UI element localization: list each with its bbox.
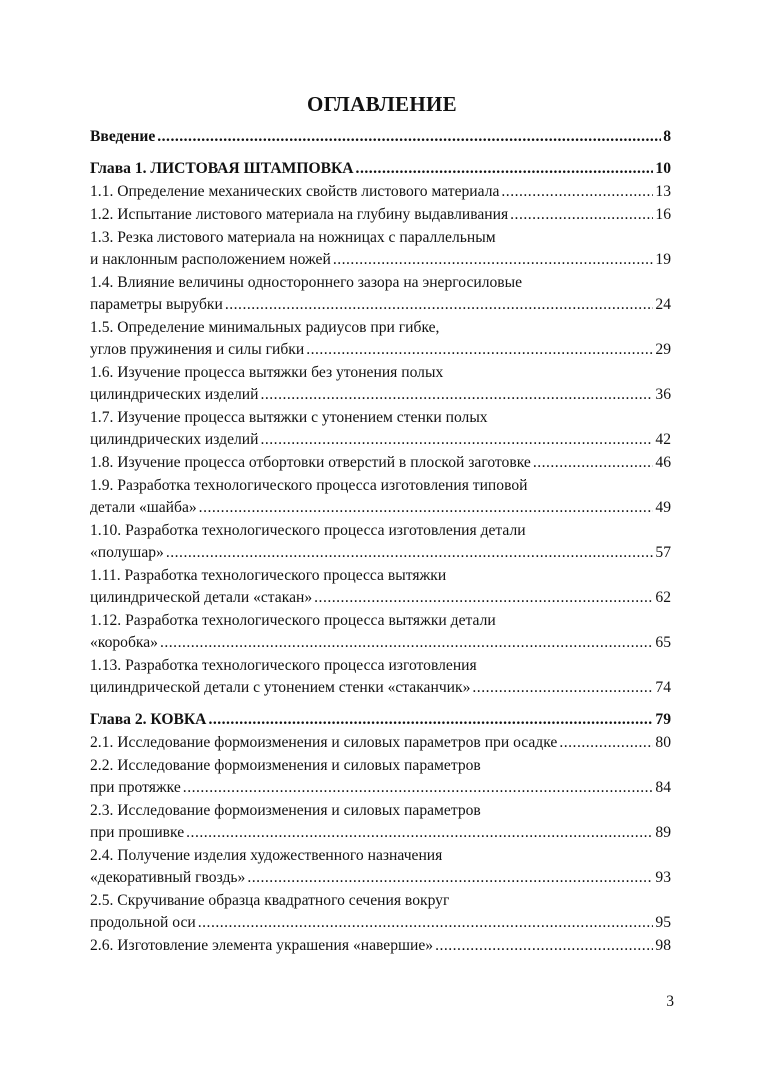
toc-entry-row: [90, 452, 671, 474]
toc-entry-title-line: детали «шайба»: [90, 499, 197, 516]
toc-section-entry: [90, 610, 671, 654]
dot-leader: [186, 822, 653, 844]
toc-entry-row: [90, 632, 671, 654]
toc-entry-title-line: «полушар»: [90, 544, 164, 561]
toc-section-entry: [90, 204, 671, 226]
toc-entry-row: [90, 497, 671, 519]
dot-leader: [510, 204, 653, 226]
toc-entry-title-line: 2.5. Скручивание образца квадратного сечения вокруг: [90, 892, 450, 909]
toc-entry-title-line: углов пружинения и силы гибки: [90, 341, 305, 358]
toc-page-number: 49: [655, 499, 671, 516]
toc-chapter-entry: [90, 158, 671, 180]
toc-chapter-entry: [90, 709, 671, 731]
dot-leader: [247, 867, 653, 889]
toc-entry-row: [90, 912, 671, 934]
toc-entry-title-line: 1.1. Определение механических свойств листового материала: [90, 183, 500, 200]
toc-entry-row: [90, 709, 671, 731]
toc-entry-row: [90, 542, 671, 564]
dot-leader: [160, 632, 653, 654]
toc-section-entry: [90, 845, 671, 889]
toc-section-entry: [90, 407, 671, 451]
toc-entry-title-line: продольной оси: [90, 914, 196, 931]
toc-entry-row: [90, 126, 671, 148]
dot-leader: [356, 158, 654, 180]
toc-entry-row: [90, 429, 671, 451]
page-number: 3: [666, 993, 674, 1010]
toc-entry-title-line: Введение: [90, 128, 156, 145]
dot-leader: [183, 777, 654, 799]
toc-page-number: 36: [655, 386, 671, 403]
toc-page-number: 79: [655, 711, 671, 728]
toc-entry-title-line: 2.1. Исследование формоизменения и силовых параметров при осадке: [90, 734, 558, 751]
toc-entry-title-line: 2.2. Исследование формоизменения и силовых параметров: [90, 757, 481, 774]
dot-leader: [533, 452, 654, 474]
toc-page-number: 8: [663, 128, 671, 145]
toc-entry-row: [90, 158, 671, 180]
toc-page-number: 46: [655, 454, 671, 471]
dot-leader: [559, 732, 653, 754]
toc-entry-title-line: 1.11. Разработка технологического процесса вытяжки: [90, 567, 447, 584]
toc-section-entry: [90, 452, 671, 474]
toc-section-entry: [90, 317, 671, 361]
toc-entry-row: [90, 935, 671, 957]
toc-section-entry: [90, 755, 671, 799]
dot-leader: [199, 497, 654, 519]
toc-entry-title-line: 1.2. Испытание листового материала на глубину выдавливания: [90, 206, 509, 223]
dot-leader: [472, 677, 653, 699]
toc-entry-row: [90, 732, 671, 754]
toc-page-number: 29: [655, 341, 671, 358]
toc-entry-title-line: «декоративный гвоздь»: [90, 869, 246, 886]
toc-page-number: 89: [655, 824, 671, 841]
toc-page-number: 65: [655, 634, 671, 651]
toc-section-entry: [90, 475, 671, 519]
toc-entry-title-line: 2.4. Получение изделия художественного назначения: [90, 847, 443, 864]
toc-entry-row: [90, 587, 671, 609]
table-of-contents: [90, 126, 671, 957]
toc-entry-title-line: 2.6. Изготовление элемента украшения «навершие»: [90, 937, 434, 954]
toc-page-number: 93: [655, 869, 671, 886]
toc-entry-row: [90, 294, 671, 316]
toc-entry-title-line: цилиндрической детали «стакан»: [90, 589, 313, 606]
toc-entry-row: [90, 384, 671, 406]
toc-section-entry: [90, 800, 671, 844]
dot-leader: [435, 935, 653, 957]
dot-leader: [260, 384, 653, 406]
toc-entry-title-line: 1.12. Разработка технологического процесса вытяжки детали: [90, 612, 496, 629]
toc-page-number: 42: [655, 431, 671, 448]
dot-leader: [501, 181, 653, 203]
dot-leader: [198, 912, 654, 934]
toc-section-entry: [90, 227, 671, 271]
toc-entry-row: [90, 204, 671, 226]
toc-entry-title-line: цилиндрических изделий: [90, 431, 259, 448]
dot-leader: [314, 587, 653, 609]
toc-entry-title-line: цилиндрических изделий: [90, 386, 259, 403]
toc-entry-title-line: 1.5. Определение минимальных радиусов при гибке,: [90, 319, 440, 336]
toc-page-number: 24: [655, 296, 671, 313]
toc-entry-title-line: параметры вырубки: [90, 296, 223, 313]
toc-page-number: 57: [655, 544, 671, 561]
toc-section-entry: [90, 890, 671, 934]
toc-page-number: 16: [655, 206, 671, 223]
toc-section-entry: [90, 181, 671, 203]
toc-entry-row: [90, 181, 671, 203]
toc-section-entry: [90, 272, 671, 316]
toc-entry-row: [90, 249, 671, 271]
dot-leader: [306, 339, 653, 361]
toc-section-entry: [90, 520, 671, 564]
toc-page-number: 98: [655, 937, 671, 954]
toc-section-entry: [90, 362, 671, 406]
toc-entry-title-line: при протяжке: [90, 779, 181, 796]
toc-entry-title-line: 1.7. Изучение процесса вытяжки с утонением стенки полых: [90, 409, 488, 426]
toc-entry-title-line: 1.4. Влияние величины одностороннего зазора на энергосиловые: [90, 274, 523, 291]
toc-entry-title-line: 1.6. Изучение процесса вытяжки без утонения полых: [90, 364, 444, 381]
dot-leader: [166, 542, 654, 564]
toc-entry-title-line: при прошивке: [90, 824, 185, 841]
toc-section-entry: [90, 732, 671, 754]
toc-entry-title-line: 2.3. Исследование формоизменения и силовых параметров: [90, 802, 481, 819]
toc-page-number: 80: [655, 734, 671, 751]
dot-leader: [225, 294, 654, 316]
toc-entry-title-line: и наклонным расположением ножей: [90, 251, 331, 268]
toc-page-number: 74: [655, 679, 671, 696]
toc-entry-title-line: «коробка»: [90, 634, 158, 651]
dot-leader: [157, 126, 661, 148]
dot-leader: [208, 709, 653, 731]
toc-section-entry: [90, 655, 671, 699]
toc-entry-row: [90, 777, 671, 799]
dot-leader: [333, 249, 654, 271]
toc-entry-title-line: 1.13. Разработка технологического процесса изготовления: [90, 657, 477, 674]
toc-chapter-entry: [90, 126, 671, 148]
toc-section-entry: [90, 935, 671, 957]
toc-entry-title-line: цилиндрической детали с утонением стенки «стаканчик»: [90, 679, 471, 696]
toc-entry-title-line: Глава 1. ЛИСТОВАЯ ШТАМПОВКА: [90, 160, 354, 177]
dot-leader: [260, 429, 653, 451]
toc-page-number: 62: [655, 589, 671, 606]
toc-entry-title-line: 1.10. Разработка технологического процесса изготовления детали: [90, 522, 526, 539]
toc-entry-row: [90, 867, 671, 889]
toc-page-number: 13: [655, 183, 671, 200]
toc-entry-row: [90, 339, 671, 361]
toc-entry-title-line: 1.3. Резка листового материала на ножницах с параллельным: [90, 229, 496, 246]
toc-page-number: 10: [655, 160, 671, 177]
toc-entry-title-line: 1.8. Изучение процесса отбортовки отверстий в плоской заготовке: [90, 454, 531, 471]
toc-page-number: 19: [655, 251, 671, 268]
toc-entry-title-line: Глава 2. КОВКА: [90, 711, 207, 728]
toc-page-number: 95: [655, 914, 671, 931]
toc-section-entry: [90, 565, 671, 609]
toc-entry-row: [90, 677, 671, 699]
toc-entry-title-line: 1.9. Разработка технологического процесса изготовления типовой: [90, 477, 528, 494]
page-title: ОГЛАВЛЕНИЕ: [307, 92, 457, 116]
toc-entry-row: [90, 822, 671, 844]
toc-page-number: 84: [655, 779, 671, 796]
